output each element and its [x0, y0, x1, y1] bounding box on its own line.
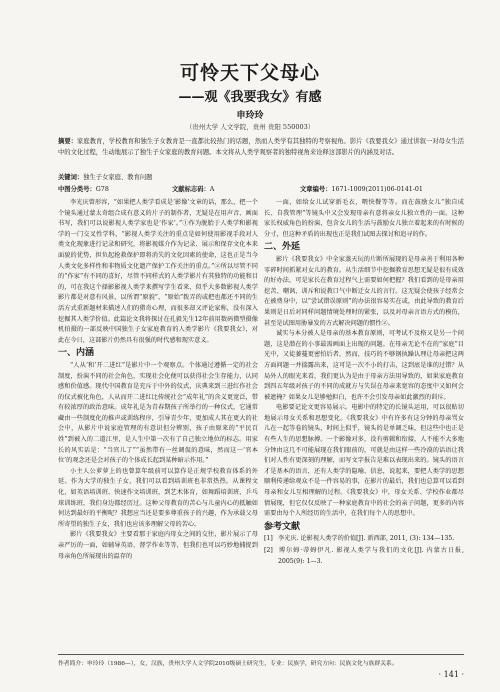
reference-text: 李光庆. 论影视人类学的价值[J]. 新西部, 2011, (3): 134—135. — [278, 535, 455, 543]
body-paragraph: 影片《我要我女》主要看那于家庭内母女之间的交往，影片展示了母亲严厉的一面，如辅导英语、督学作业等等，但我们也可以巧妙地捕捉到母亲角色所展现出的温存的 — [58, 531, 258, 560]
article-id-value: 1671-1009(2011)06-0141-01 — [331, 186, 423, 193]
keywords — [58, 172, 152, 181]
clc-number — [58, 184, 109, 193]
article-id — [300, 184, 423, 193]
abstract-label: 摘要： — [58, 138, 78, 145]
doc-code-label: 文献标志码： — [172, 186, 210, 193]
clc-label: 中图分类号： — [58, 186, 96, 193]
keywords-label: 关键词： — [58, 174, 84, 181]
reference-text: 博尔姆·蒂姆伊凡. 影视人类学与我们的文化[J]. 内蒙古日报, 2005(9): 1—3. — [278, 547, 464, 565]
section-heading: 一、内涵 — [58, 348, 95, 359]
keywords-text: 独生子女家庭、教育问题 — [83, 174, 153, 181]
author-name: 申玲玲 — [236, 111, 264, 121]
reference-number: [1] — [264, 535, 273, 543]
author-footnote: 作者简介：申玲玲（1986—），女，汉族，贵州大学人文学院2010级硕士研究生，专业：民族学，研究方向：民族文化与族群关系。 — [58, 654, 464, 667]
abstract — [58, 136, 464, 158]
body-paragraph: 李光庆曾形容，“如果把人类学看成是‘影像’文章的话，那么，把一个个镜头通过蒙太奇组合成有意义的片子的制作者，无疑是在用声音、画面书写，我们可以说影视人类学家也是‘作家’。”①作为脱胎于人类学和影视学的一门交叉性学科，“影视人类学关注的重点是如何使用影视手段对人类文化现象进行记录和研究，将影视媒介作为记录、展示和保存文化本来面貌的优势，担负起抢救保护即将消失的文化因素的使命，这也正是当今人类文化多样性和非物质文化遗产保护工作关注的重点。”②所以尽管不同的“作家”有不同的喜好，尽管不同样式的人类学影片有其独特的功能和目的，可在我这个择影影视人类学来撰写学生看来，似乎大多数影视人类学影片都是对意有风景，以所谓“原貌”、“原始”拨弄的或把也都还不同的生活方式重新题材来描述人们的猎奇心理，而很多却又评论家称，没有深入挖掘其人类学价值。此篇论文我将探讨在孔毅先生12年前用数码微型摄像机拍摄的一部反映中国独生子女家庭教育的人类学影片《我要我女》，对此在今日，这部影片仍然具有很强的时代感和现实意义。 — [58, 199, 258, 344]
body-paragraph: “人从‘和’开二进红”是影片中一个观察点。个体通过遵循一定的社会制度，扮演不同的社会角色，实现社会化便可以获得社会生存能力，认同感和价值感。现代中国教育是充斥于中外的仪式，庆典来到三进红作社会的仪式被化角色，人从而开二进红比传统社会“成年礼”的含义更宽泛，带有较浓厚的政治意味。成年礼是为青春期孩子所举行的一种仪式，它通常藏由一些制度化的推声或训练程序，引导青少年，更加成人其在更大的社会中，从影片中说家庭管理的有意识但分辨别，孩子由原来的“平民百姓”到被入的二道江里，是人生中第一次有了自己独立地位的标志。用家长的风实话是：“当官儿了”“虽然带有一丝调侃的意味，然而这一‘官本位’的观念还是会对孩子的个体成长起到某种暗示作用。” — [58, 361, 258, 465]
left-column — [58, 198, 258, 562]
body-paragraph: 影片《我要我女》中全家蒸天玩的片断所展现的是母亲善于利用各种零碎时间抓紧对女儿的教育。从生活细节中挖掘教育思想无疑是很有成效的好办法，可是家长在教育过程气上需要如何把握？我们看到的是母亲用挖苦、嘲讽、训斥和说教口气中断迁女儿的言行。这无疑会使孩子经常会在被费身中，以“尝试错误原则”的办法很容易实在或，由此导致的教育后果则是日后对同样问题情境处理时的紧张，以及对母亲言语方式的模仿，甚至是试图用胁暴发的方式解决问题的惯性②。 — [264, 255, 464, 327]
page-number: · 141 · — [438, 670, 464, 679]
section-heading: 参考文献 — [264, 521, 301, 532]
reference-item — [264, 546, 464, 567]
section-heading: 二、外延 — [264, 242, 301, 253]
reference-item — [264, 534, 464, 545]
doc-code-value: A — [209, 186, 215, 193]
abstract-text: 家庭教育，学校教育和独生子女教育是一直都比较热门的话题，然而人类学有其独特的考察视角。影片《我要我女》通过讲叙一对母女生活中的文化过程，生动地展示了独生子女家庭的教育问题。本文将从人类学观察者的独特视角来诠释这部影片的内涵及对话。 — [58, 138, 465, 156]
reference-number: [2] — [264, 547, 273, 554]
body-paragraph: 小主人公萝萝上的也曾算年级前可以算作是正规学校教育体系的外延。作为大学的独生子女，我们可以看到培训班也非常热热。从课程文化，如英语培训班、快速作文培训班，到艺术体育，如舞蹈培训班、乒乓球训练班，我们身边都经历过。这种父母教育的苦心与儿童内心的抵触如何达到最好的平衡呢？我想应当还是要多尊重孩子的兴趣，作为承载父母所寄望的独生子女，我们也应该多理解父母的苦心。 — [58, 467, 258, 528]
paper-subtitle: ——观《我要我女》有感 — [178, 90, 322, 105]
author-affiliation: （贵州大学 人文学院，贵州 贵阳 550003） — [185, 123, 315, 131]
document-code — [172, 184, 214, 193]
paper-title: 可怜天下父母心 — [179, 62, 320, 84]
body-paragraph: 诚实与本分被人是母亲的基本教育原则，可考试不及格又是另一个问题，这是潜在的小事最需画面上出现的问题。在母亲无论不在的“家庭”目光中，又徒萎蔓更密怕后者，然而，技巧的不够钢执躁认理让母亲把这两方面问题一并揣露出来，这可是一次不小的打击，这到底是谁的过错？从局外人的眼光来看，我们更认为是由于母亲方法用导致的，如果家庭教育到四五年级对孩子的不同的成就方与失误在母亲来宽容的态度中又如何会被遮掩？如果女儿是够勉担白，也许不会引发母亲如此激烈的训斥。 — [264, 330, 464, 401]
clc-value: G78 — [95, 186, 109, 193]
body-paragraph: 电影要记论文更容易展示。电影中的特定的长镜头运用，可以很贴切地展示母女关系和思想变化。《我要我女》中有许多有这分钟的母亲骂女儿在一起等卷的镜头，时间上似乎，镜头的是单调乏味，但这些中也正是有些人生的思想脉搏。一个影像对多，没有剪辑和衔接，人不能不大多地分钟由这几不可能展现在我们眼前的，可就是由这样一些冷漠的话语让我们对人性有更深刻的理解，而写文字报告是难以表现出来的。镜头的语言才是基本的语言，还有人类学的隐喻、信息，说起来，要把人类学的思想顺利传递给观众不是一件容易的事，在影片的最后，我们也总算可以看到母亲和女儿互相理解的过程。《我要我女》中，母女关系、学校作业都尽情展现，但它仅仅反映了一种家庭教育中的社会的亲子问题，更多的内容需要由每个人所经历的生活中，在我们每个人的思想中。 — [264, 404, 464, 518]
body-paragraph: 一面，如给女儿试穿新毛衣，喂快餐等等。而在鼓励女儿“独自成长、自我管理”等镜头中又会发现母亲有意将亲女儿独立性的一面。这种家长权威角色的扮演，包含女儿的生活与鼓励女儿独立着起来的有时候的分寸，但这种矛盾的出现也正是我们试图去探讨和追寻的作。 — [264, 199, 464, 238]
right-column — [264, 198, 464, 568]
article-id-label: 文章编号： — [300, 186, 332, 193]
